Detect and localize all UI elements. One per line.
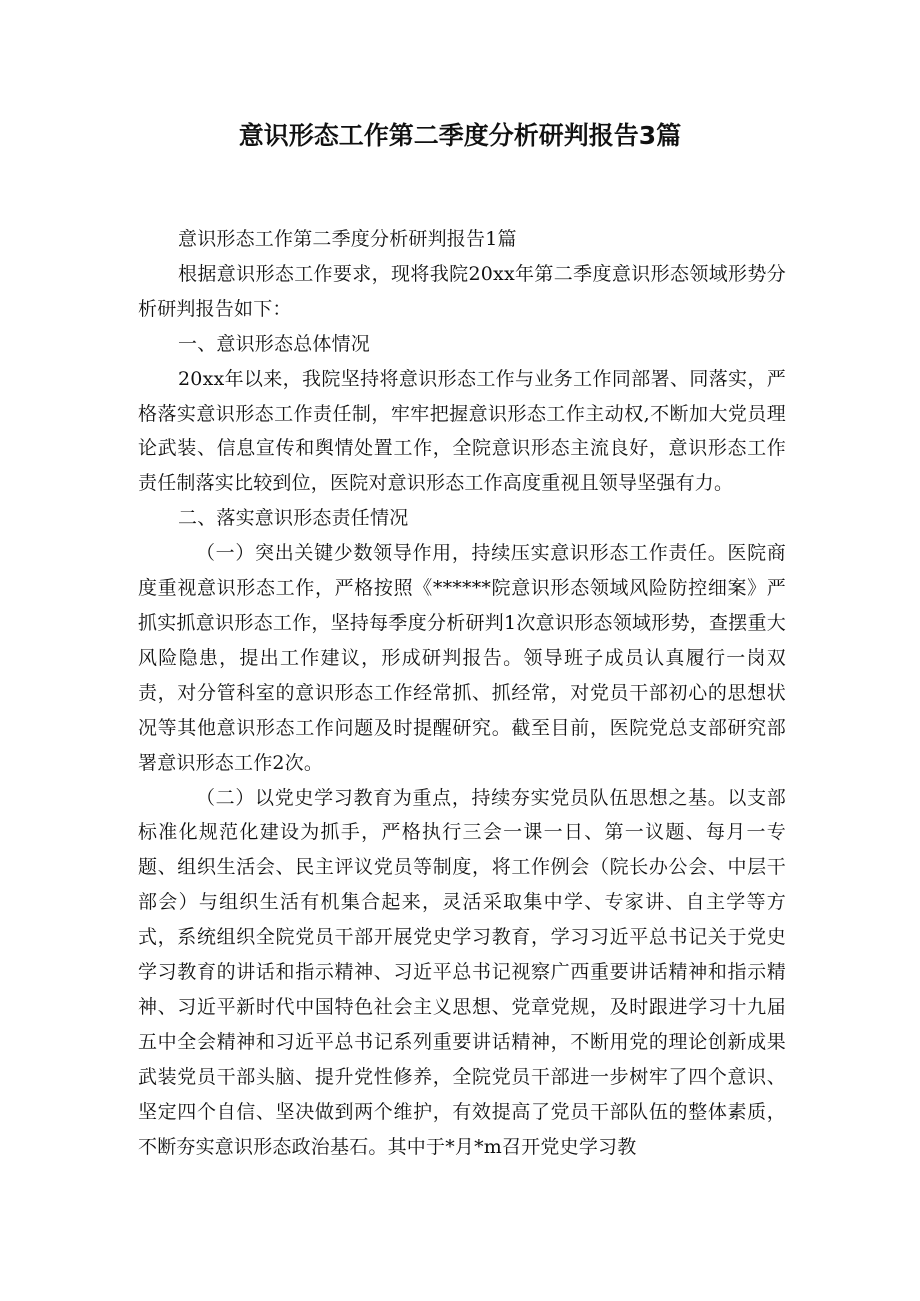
section-heading-2: 二、落实意识形态责任情况	[178, 507, 409, 530]
document-title: 意识形态工作第二季度分析研判报告3篇	[238, 121, 682, 150]
subsection-paragraph-2: （二）以党史学习教育为重点，持续夯实党员队伍思想之基。以支部标准化规范化建设为抓手，严格执行三会一课一日、第一议题、每月一专题、组织生活会、民主评议党员等制度，将工作例会（院长办公会、中层干部会）与组织生活有机集合起来，灵活采取集中学、专家讲、自主学等方式，系统组织全院党员干部开展党史学习教育，学习习近平总书记关于党史学习教育的讲话和指示精神、习近平总书记视察广西重要讲话精神和指示精神、习近平新时代中国特色社会主义思想、党章党规，及时跟进学习十九届五中全会精神和习近平总书记系列重要讲话精神，不断用党的理论创新成果武装党员干部头脑、提升党性修养，全院党员干部进一步树牢了四个意识、坚定四个自信、坚决做到两个维护，有效提高了党员干部队伍的整体素质，不断夯实意识形态政治基石。其中于*月*m召开党史学习教	[138, 786, 786, 1158]
section-heading-1: 一、意识形态总体情况	[178, 332, 371, 355]
subsection-paragraph-1: （一）突出关键少数领导作用，持续压实意识形态工作责任。医院商度重视意识形态工作，严格按照《******院意识形态领域风险防控细案》严抓实抓意识形态工作，坚持每季度分析研判1次意识形态领域形势，查摆重大风险隐患，提出工作建议，形成研判报告。领导班子成员认真履行一岗双责，对分管科室的意识形态工作经常抓、抓经常，对党员干部初心的思想状况等其他意识形态工作问题及时提醒研究。截至目前，医院党总支部研究部署意识形态工作2次。	[138, 542, 786, 774]
subtitle-paragraph: 意识形态工作第二季度分析研判报告1篇	[178, 228, 517, 250]
document-body	[138, 222, 786, 1164]
intro-paragraph: 根据意识形态工作要求，现将我院20xx年第二季度意识形态领域形势分析研判报告如下：	[138, 262, 786, 320]
overview-paragraph: 20xx年以来，我院坚持将意识形态工作与业务工作同部署、同落实，严格落实意识形态工作责任制，牢牢把握意识形态工作主动权,不断加大党员理论武装、信息宣传和舆情处置工作，全院意识形态主流良好，意识形态工作责任制落实比较到位，医院对意识形态工作高度重视且领导坚强有力。	[138, 367, 786, 495]
